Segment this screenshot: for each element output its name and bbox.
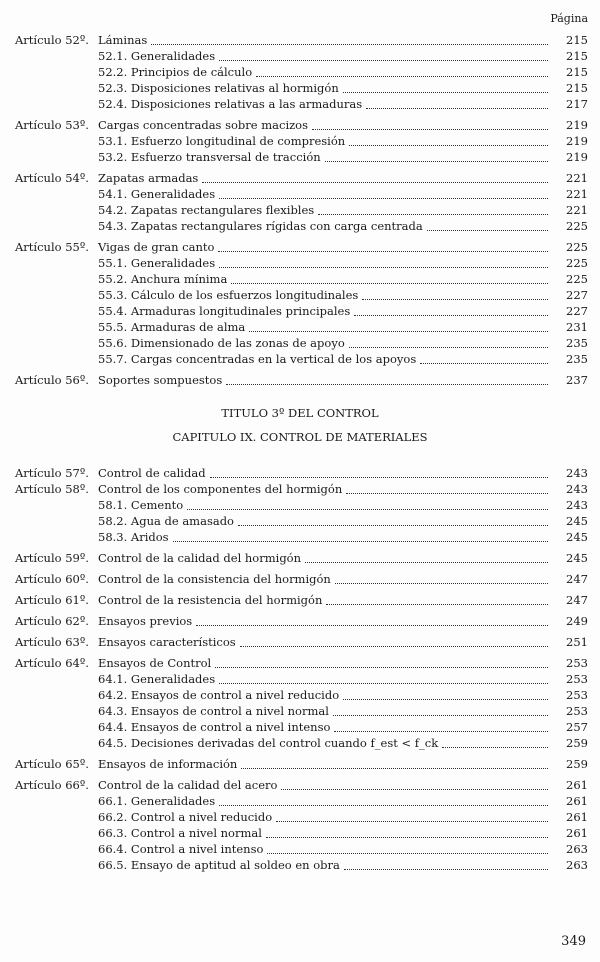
dot-leader (240, 646, 548, 647)
dot-leader (346, 493, 548, 494)
dot-leader (281, 789, 548, 790)
entry-page: 249 (566, 614, 588, 628)
entry-title: 66.2. Control a nivel reducido (98, 810, 273, 824)
toc-subentry (98, 303, 588, 319)
toc-article-group (15, 655, 588, 751)
dot-leader (276, 821, 548, 822)
toc-part-2 (15, 465, 588, 878)
dot-leader (151, 44, 548, 45)
entry-title: 54.1. Generalidades (98, 187, 216, 201)
toc-article-group (15, 613, 588, 629)
entry-title: 52.1. Generalidades (98, 49, 216, 63)
toc-subentry (98, 529, 588, 545)
entry-page: 231 (566, 320, 588, 334)
entry-page: 253 (566, 656, 588, 670)
toc-article-group (15, 239, 588, 367)
entry-page: 263 (566, 842, 588, 856)
article-number: Artículo 54º. (15, 171, 89, 185)
entry-page: 215 (566, 33, 588, 47)
entry-page: 259 (566, 757, 588, 771)
toc-entry (15, 756, 588, 772)
entry-page: 245 (566, 530, 588, 544)
dot-leader (318, 214, 548, 215)
dot-leader (256, 76, 548, 77)
dot-leader (219, 683, 548, 684)
entry-page: 261 (566, 826, 588, 840)
entry-title: Control de los componentes del hormigón (98, 482, 343, 496)
toc-entry (15, 372, 588, 388)
toc-subentry (98, 841, 588, 857)
entry-page: 247 (566, 572, 588, 586)
entry-title: 66.5. Ensayo de aptitud al soldeo en obra (98, 858, 340, 872)
toc-entry (15, 170, 588, 186)
entry-page: 221 (566, 187, 588, 201)
toc-subentry (98, 271, 588, 287)
article-number: Artículo 65º. (15, 757, 89, 771)
entry-page: 247 (566, 593, 588, 607)
entry-title: 64.3. Ensayos de control a nivel normal (98, 704, 329, 718)
entry-title: 55.6. Dimensionado de las zonas de apoyo (98, 336, 345, 350)
dot-leader (344, 869, 548, 870)
toc-subentry (98, 497, 588, 513)
article-number: Artículo 55º. (15, 240, 89, 254)
dot-leader (219, 60, 548, 61)
toc-entry (15, 777, 588, 793)
dot-leader (219, 267, 548, 268)
dot-leader (219, 805, 548, 806)
entry-title: 64.1. Generalidades (98, 672, 216, 686)
entry-title: 64.2. Ensayos de control a nivel reducido (98, 688, 340, 702)
toc-subentry (98, 149, 588, 165)
dot-leader (231, 283, 548, 284)
entry-title: 66.3. Control a nivel normal (98, 826, 262, 840)
entry-page: 227 (566, 304, 588, 318)
entry-page: 243 (566, 498, 588, 512)
toc-entry (15, 571, 588, 587)
entry-page: 235 (566, 352, 588, 366)
toc-entry (15, 32, 588, 48)
dot-leader (266, 837, 548, 838)
toc-subentry (98, 255, 588, 271)
entry-title: Soportes sompuestos (98, 373, 223, 387)
entry-title: 55.4. Armaduras longitudinales principales (98, 304, 351, 318)
entry-page: 245 (566, 514, 588, 528)
toc-entry (15, 592, 588, 608)
entry-page: 215 (566, 81, 588, 95)
toc-article-group (15, 571, 588, 587)
toc-article-group (15, 550, 588, 566)
toc-article-group (15, 117, 588, 165)
toc-entry (15, 481, 588, 497)
dot-leader (218, 251, 548, 252)
entry-page: 219 (566, 134, 588, 148)
dot-leader (267, 853, 548, 854)
toc-article-group (15, 170, 588, 234)
entry-page: 253 (566, 688, 588, 702)
entry-title: Cargas concentradas sobre macizos (98, 118, 309, 132)
toc-subentry (98, 809, 588, 825)
entry-page: 227 (566, 288, 588, 302)
entry-title: Ensayos previos (98, 614, 193, 628)
entry-title: Ensayos característicos (98, 635, 236, 649)
dot-leader (343, 699, 548, 700)
article-number: Artículo 66º. (15, 778, 89, 792)
toc-entry (15, 655, 588, 671)
toc-subentry (98, 335, 588, 351)
entry-title: 55.7. Cargas concentradas en la vertical de los apoyos (98, 352, 417, 366)
toc-article-group (15, 465, 588, 481)
entry-page: 215 (566, 65, 588, 79)
entry-page: 221 (566, 171, 588, 185)
entry-page: 245 (566, 551, 588, 565)
toc-article-group (15, 634, 588, 650)
entry-title: 55.2. Anchura mínima (98, 272, 228, 286)
entry-page: 225 (566, 219, 588, 233)
toc-subentry (98, 719, 588, 735)
capitulo-heading: CAPITULO IX. CONTROL DE MATERIALES (172, 430, 428, 444)
article-number: Artículo 62º. (15, 614, 89, 628)
toc-entry (15, 465, 588, 481)
dot-leader (354, 315, 548, 316)
toc-subentry (98, 825, 588, 841)
titulo-heading: TITULO 3º DEL CONTROL (221, 406, 379, 420)
entry-page: 261 (566, 778, 588, 792)
toc-subentry (98, 513, 588, 529)
entry-title: 55.5. Armaduras de alma (98, 320, 246, 334)
entry-title: 52.3. Disposiciones relativas al hormigón (98, 81, 339, 95)
toc-subentry (98, 351, 588, 367)
toc-article-group (15, 777, 588, 873)
toc-entry (15, 117, 588, 133)
entry-title: 58.2. Agua de amasado (98, 514, 234, 528)
dot-leader (349, 347, 548, 348)
dot-leader (210, 477, 548, 478)
entry-page: 259 (566, 736, 588, 750)
entry-title: 53.2. Esfuerzo transversal de tracción (98, 150, 321, 164)
entry-title: 64.4. Ensayos de control a nivel intenso (98, 720, 331, 734)
entry-page: 219 (566, 150, 588, 164)
entry-page: 251 (566, 635, 588, 649)
entry-page: 253 (566, 704, 588, 718)
toc-subentry (98, 218, 588, 234)
entry-title: 55.1. Generalidades (98, 256, 216, 270)
dot-leader (312, 129, 548, 130)
dot-leader (343, 92, 548, 93)
toc-subentry (98, 96, 588, 112)
page-column-label: Página (550, 12, 588, 25)
entry-title: Ensayos de información (98, 757, 238, 771)
dot-leader (226, 384, 548, 385)
entry-title: 58.3. Aridos (98, 530, 169, 544)
dot-leader (219, 198, 548, 199)
entry-title: Control de la consistencia del hormigón (98, 572, 331, 586)
dot-leader (335, 583, 548, 584)
entry-title: Control de calidad (98, 466, 206, 480)
toc-subentry (98, 133, 588, 149)
entry-page: 257 (566, 720, 588, 734)
entry-page: 243 (566, 466, 588, 480)
toc-subentry (98, 287, 588, 303)
dot-leader (420, 363, 548, 364)
dot-leader (249, 331, 548, 332)
toc-subentry (98, 48, 588, 64)
article-number: Artículo 52º. (15, 33, 89, 47)
entry-title: 53.1. Esfuerzo longitudinal de compresión (98, 134, 346, 148)
entry-page: 237 (566, 373, 588, 387)
toc-article-group (15, 32, 588, 112)
toc-subentry (98, 80, 588, 96)
dot-leader (202, 182, 548, 183)
dot-leader (238, 525, 548, 526)
entry-page: 261 (566, 810, 588, 824)
article-number: Artículo 58º. (15, 482, 89, 496)
dot-leader (196, 625, 548, 626)
article-number: Artículo 60º. (15, 572, 89, 586)
dot-leader (305, 562, 548, 563)
dot-leader (187, 509, 548, 510)
article-number: Artículo 57º. (15, 466, 89, 480)
dot-leader (241, 768, 548, 769)
toc-entry (15, 550, 588, 566)
dot-leader (173, 541, 548, 542)
toc-subentry (98, 735, 588, 751)
entry-page: 263 (566, 858, 588, 872)
dot-leader (362, 299, 548, 300)
entry-title: 66.4. Control a nivel intenso (98, 842, 264, 856)
toc-subentry (98, 64, 588, 80)
toc-subentry (98, 857, 588, 873)
article-number: Artículo 59º. (15, 551, 89, 565)
article-number: Artículo 61º. (15, 593, 89, 607)
entry-page: 215 (566, 49, 588, 63)
entry-title: Zapatas armadas (98, 171, 199, 185)
entry-page: 261 (566, 794, 588, 808)
toc-part-1 (15, 32, 588, 393)
entry-page: 225 (566, 272, 588, 286)
entry-title: 64.5. Decisiones derivadas del control cuando f_est < f_ck (98, 736, 439, 750)
entry-title: 52.4. Disposiciones relativas a las armaduras (98, 97, 363, 111)
entry-title: Control de la resistencia del hormigón (98, 593, 323, 607)
toc-subentry (98, 319, 588, 335)
entry-title: Control de la calidad del acero (98, 778, 278, 792)
toc-subentry (98, 687, 588, 703)
dot-leader (215, 667, 548, 668)
toc-subentry (98, 703, 588, 719)
toc-article-group (15, 592, 588, 608)
entry-page: 217 (566, 97, 588, 111)
toc-article-group (15, 481, 588, 545)
dot-leader (349, 145, 548, 146)
entry-title: 66.1. Generalidades (98, 794, 216, 808)
dot-leader (427, 230, 548, 231)
entry-title: 54.2. Zapatas rectangulares flexibles (98, 203, 315, 217)
toc-entry (15, 239, 588, 255)
dot-leader (333, 715, 548, 716)
entry-page: 243 (566, 482, 588, 496)
entry-page: 235 (566, 336, 588, 350)
entry-title: Control de la calidad del hormigón (98, 551, 302, 565)
entry-title: 58.1. Cemento (98, 498, 184, 512)
entry-title: Láminas (98, 33, 148, 47)
toc-subentry (98, 671, 588, 687)
entry-title: 52.2. Principios de cálculo (98, 65, 253, 79)
article-number: Artículo 63º. (15, 635, 89, 649)
toc-entry (15, 613, 588, 629)
entry-title: 54.3. Zapatas rectangulares rígidas con carga centrada (98, 219, 423, 233)
toc-subentry (98, 202, 588, 218)
entry-page: 219 (566, 118, 588, 132)
toc-entry (15, 634, 588, 650)
toc-subentry (98, 186, 588, 202)
article-number: Artículo 64º. (15, 656, 89, 670)
dot-leader (326, 604, 548, 605)
entry-page: 253 (566, 672, 588, 686)
dot-leader (442, 747, 548, 748)
page-number: 349 (561, 934, 586, 949)
dot-leader (366, 108, 548, 109)
entry-title: Ensayos de Control (98, 656, 212, 670)
article-number: Artículo 56º. (15, 373, 89, 387)
toc-article-group (15, 372, 588, 388)
toc-subentry (98, 793, 588, 809)
entry-title: 55.3. Cálculo de los esfuerzos longitudinales (98, 288, 359, 302)
entry-page: 225 (566, 256, 588, 270)
dot-leader (334, 731, 548, 732)
entry-page: 221 (566, 203, 588, 217)
entry-page: 225 (566, 240, 588, 254)
dot-leader (325, 161, 548, 162)
toc-article-group (15, 756, 588, 772)
entry-title: Vigas de gran canto (98, 240, 215, 254)
article-number: Artículo 53º. (15, 118, 89, 132)
